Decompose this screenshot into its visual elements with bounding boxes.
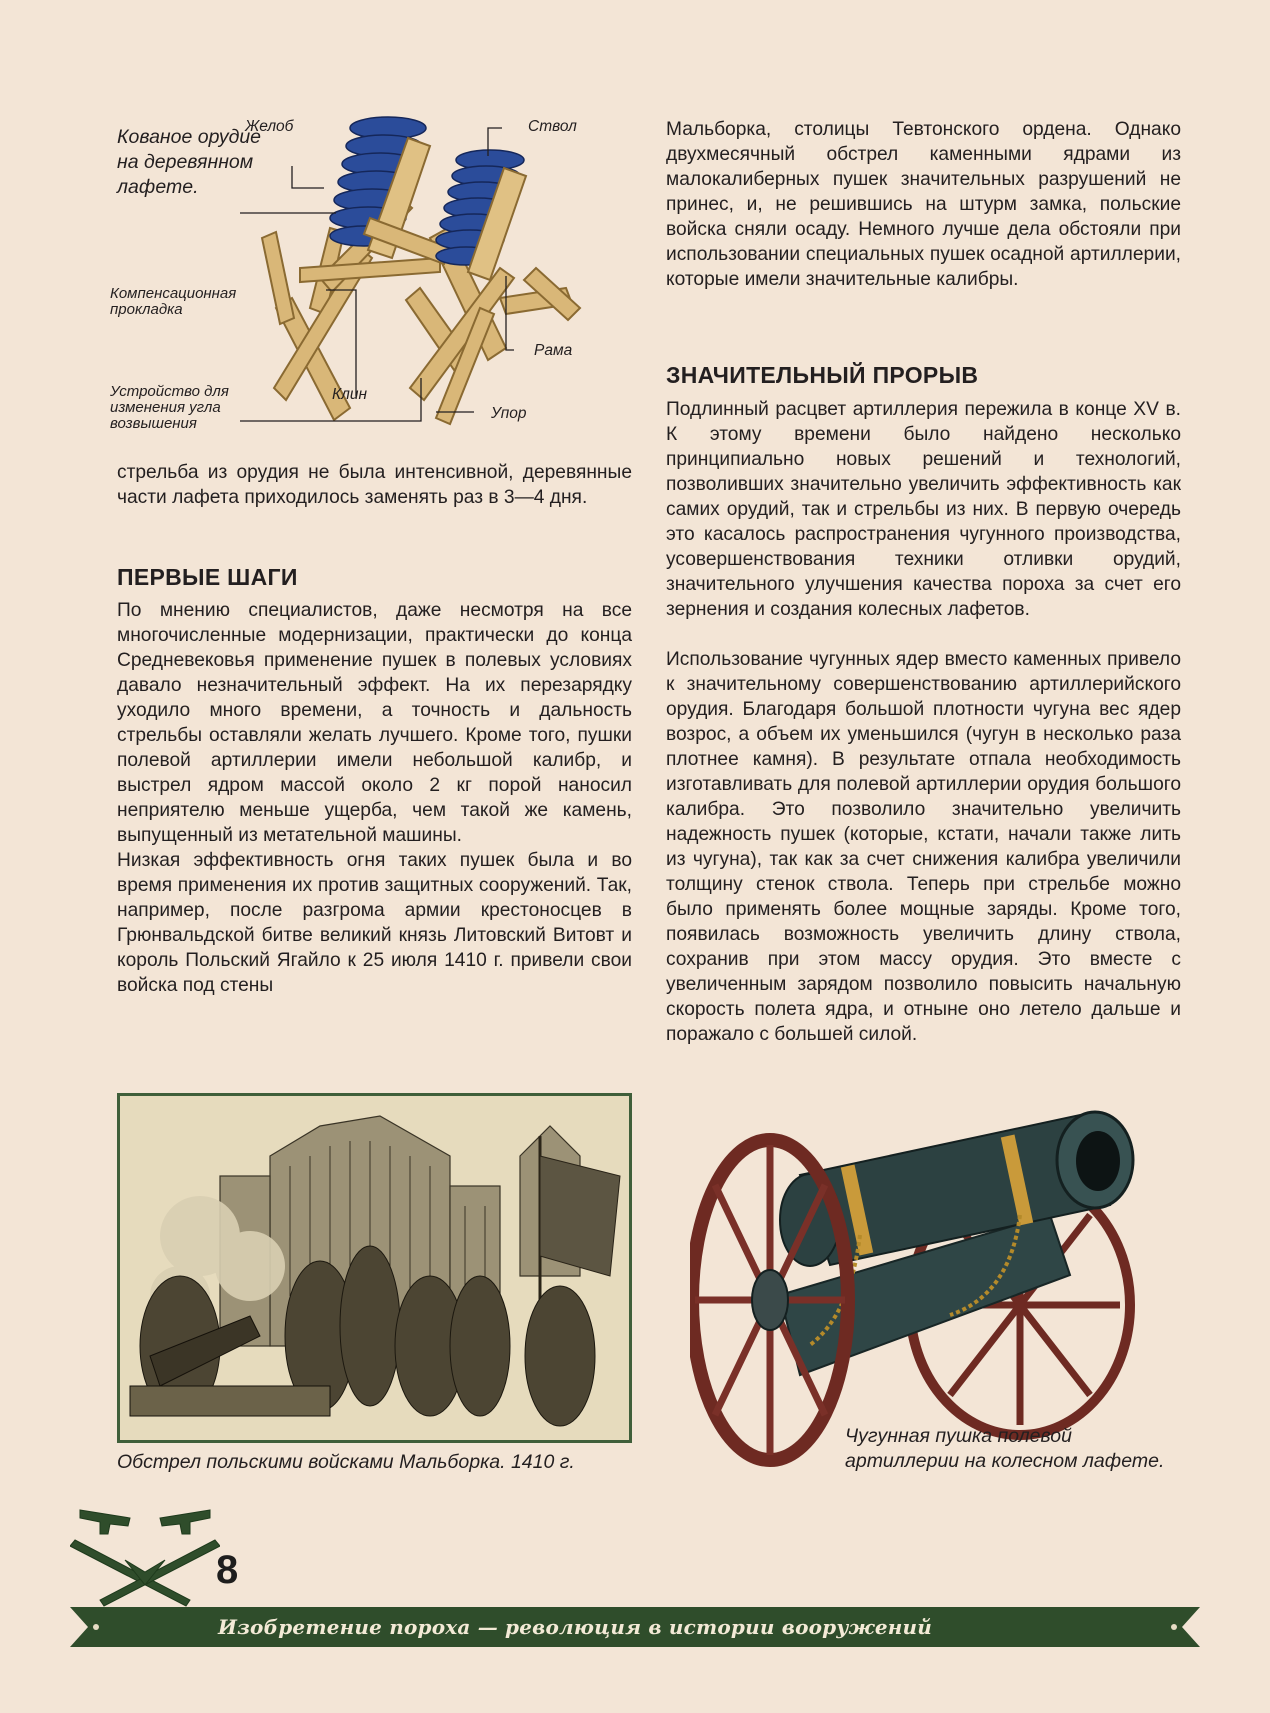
diagram-title: Кованое орудие на деревянном лафете. [117,126,262,198]
heading-pervye-shagi: ПЕРВЫЕ ШАГИ [117,564,298,590]
forged-cannon-diagram [240,108,640,468]
left-paragraph-2: Низкая эффективность огня таких пушек была и во время применения их против защитных сооружений. Так, например, после разгрома армии крестоносцев в Грюнвальдской битве великий князь Литовский Витовт и король Польский Ягайло к 25 июля 1410 г. привели свои войска под стены [117,850,632,996]
left-paragraph-1: По мнению специалистов, даже несмотря на все многочисленные модернизации, практически до конца Средневековья применение пушек в полевых условиях давало незначительный эффект. На их перезарядку уходило много времени, а точность и дальность стрельбы оставляли желать лучшего. Кроме того, пушки полевой артиллерии имели небольшой калибр, и выстрел ядром массой около 2 кг порой наносил неприятелю меньше ущерба, чем такой же камень, выпущенный из метательной машины. [117,600,632,846]
engraving-image [117,1093,632,1443]
label-stvol: Ствол [528,118,577,135]
label-ustroistvo: Устройство для изменения угла возвышения [110,383,229,432]
crossed-weapons-emblem [70,1500,220,1610]
label-rama: Рама [534,342,573,359]
right-paragraph-1: Подлинный расцвет артиллерия пережила в конце XV в. К этому времени было найдено несколько принципиально новых решений и технологий, позволивших значительно увеличить эффективность как самих орудий, так и стрельбы из них. В первую очередь это касалось распространения чугунного производства, усовершенствования техники отливки орудий, значительного улучшения качества пороха за счет его зернения и создания колесных лафетов. [666,399,1181,620]
cast-iron-cannon-image [690,1095,1160,1475]
label-zhelob: Желоб [245,118,294,135]
heading-znachitelnyi-proryv: ЗНАЧИТЕЛЬНЫЙ ПРОРЫВ [666,362,979,388]
left-intro-text: стрельба из орудия не была интенсивной, деревянные части лафета приходилось заменять раз в 3—4 дня. [117,462,632,508]
engraving-caption: Обстрел польскими войсками Мальборка. 1410 г. [117,1451,575,1473]
label-klin: Клин [332,386,368,403]
wheel-hub [752,1270,788,1330]
label-kompensatsionnaya: Компенсационная прокладка [110,285,237,318]
label-upor: Упор [491,405,527,422]
right-intro-text: Мальборка, столицы Тевтонского ордена. Однако двухмесячный обстрел каменными ядрами из малокалиберных пушек значительных разрушений не принес, и, не решившись на штурм замка, польские войска сняли осаду. Немного лучше дела обстояли при использовании специальных пушек осадной артиллерии, которые имели значительные калибры. [666,119,1181,290]
right-paragraph-2: Использование чугунных ядер вместо каменных привело к значительному совершенствованию артиллерийского орудия. Благодаря большой плотности чугуна вес ядер возрос, а объем их уменьшился (чугун в несколько раза плотнее камня). В результате отпала необходимость изготавливать для полевой артиллерии орудия большого калибра. Это позволило значительно увеличить надежность пушек (которые, кстати, начали также лить из чугуна), так как за счет снижения калибра увеличили толщину стенок ствола. Теперь при стрельбе можно было применять более мощные заряды. Кроме того, появилась возможность увеличить длину ствола, сохранив при этом массу орудия. Это вместе с увеличенным зарядом позволило повысить начальную скорость полета ядра, и отныне оно летело дальше и поражало с большей силой. [666,649,1181,1045]
footer-title: Изобретение пороха — революция в истории вооружений [218,1615,933,1639]
page-number: 8 [216,1548,239,1592]
cannon-caption: Чугунная пушка полевой артиллерии на колесном лафете. [845,1425,1165,1472]
